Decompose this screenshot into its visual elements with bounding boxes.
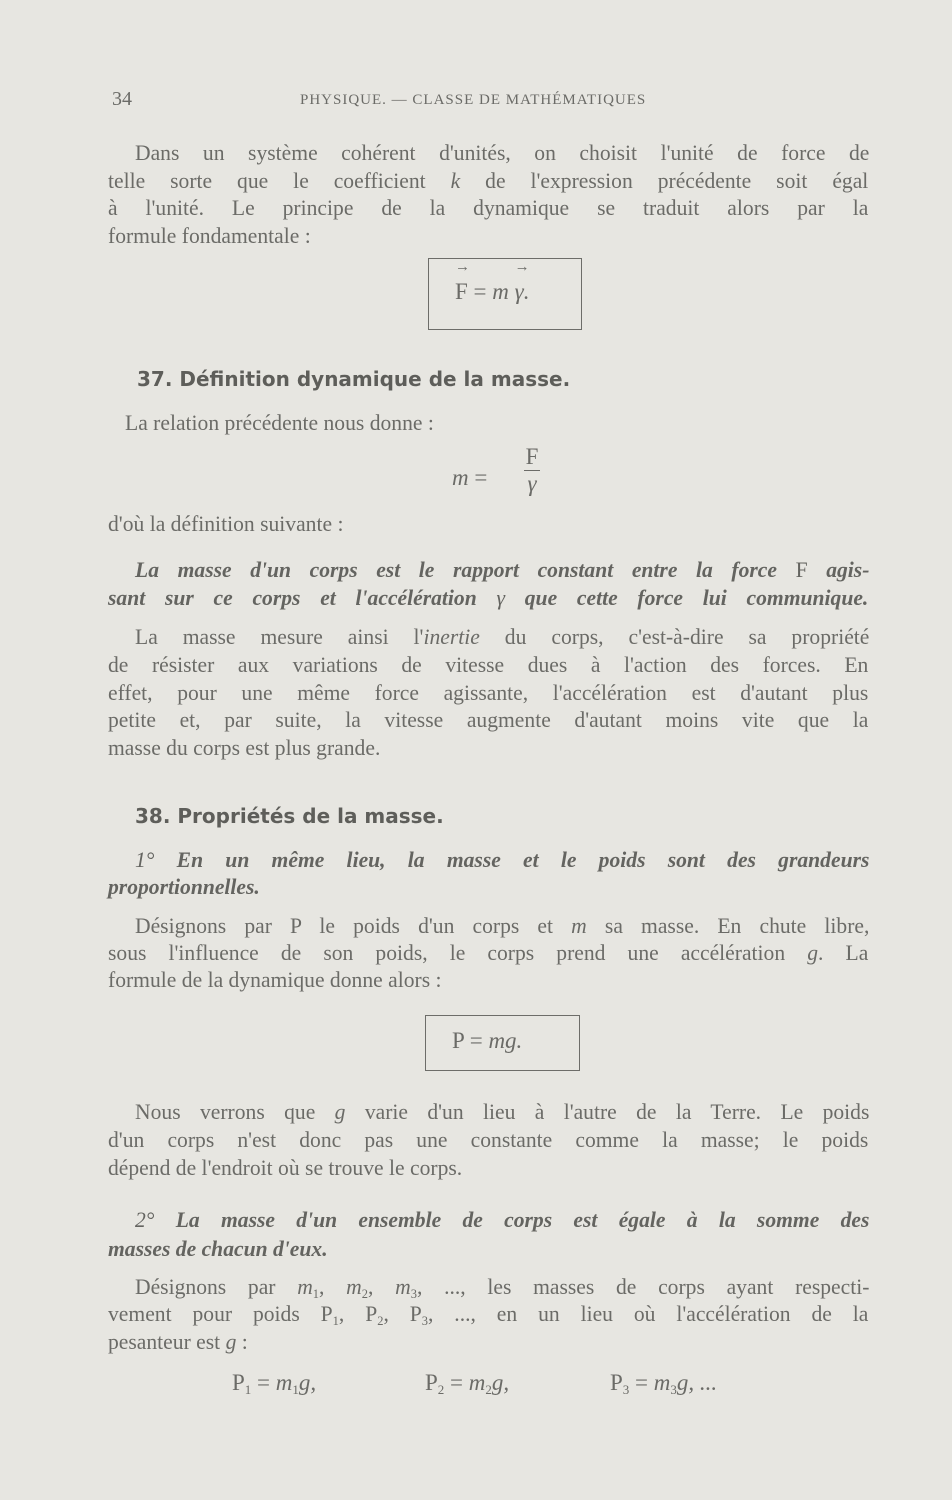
text: , ..., les masses de corps ayant respecti- bbox=[416, 1274, 870, 1299]
subscript: 3 bbox=[622, 1382, 630, 1397]
equals: = bbox=[474, 465, 488, 490]
math-g: g, ... bbox=[676, 1370, 718, 1395]
text: La masse d'un corps est le rapport constant entre la force bbox=[135, 557, 796, 582]
text-line: dépend de l'endroit où se trouve le corps. bbox=[108, 1155, 463, 1180]
math-m: m bbox=[653, 1370, 671, 1395]
text: vement pour poids P bbox=[108, 1301, 333, 1326]
math-g: g, bbox=[298, 1370, 317, 1395]
text-line: formule fondamentale : bbox=[108, 223, 311, 248]
formula-p1 bbox=[232, 1370, 316, 1398]
text-line: d'où la définition suivante : bbox=[108, 511, 344, 536]
text: sous l'influence de son poids, le corps prend une accélération bbox=[108, 940, 808, 965]
text: pesanteur est bbox=[108, 1329, 226, 1354]
text: sa masse. En chute libre, bbox=[586, 913, 870, 938]
equals: = bbox=[473, 279, 487, 304]
subscript: 1 bbox=[332, 1313, 339, 1328]
math-g: g bbox=[225, 1329, 237, 1354]
text: , bbox=[368, 1274, 396, 1299]
subscript: 2 bbox=[377, 1313, 384, 1328]
math-m: m bbox=[468, 1370, 486, 1395]
text-line bbox=[108, 1328, 868, 1356]
formula-p3 bbox=[610, 1370, 717, 1398]
subscript: 1 bbox=[312, 1286, 320, 1301]
equals: = bbox=[469, 1028, 483, 1053]
math-g: g bbox=[334, 1099, 346, 1124]
emphasis-inertie: inertie bbox=[423, 624, 480, 649]
math-p: P bbox=[425, 1370, 438, 1395]
formula-box bbox=[425, 1015, 580, 1071]
text: du corps, c'est-à-dire sa propriété bbox=[479, 624, 870, 649]
text-line: La relation précédente nous donne : bbox=[125, 410, 434, 435]
ordinal: 1° bbox=[135, 847, 155, 872]
math-g: g bbox=[807, 940, 819, 965]
math-p: P bbox=[452, 1028, 464, 1053]
text-line: petite et, par suite, la vitesse augmente d'autant moins vite que la bbox=[108, 707, 869, 732]
property-line: masses de chacun d'eux. bbox=[108, 1236, 328, 1261]
math-m: m bbox=[492, 279, 509, 304]
text: , P bbox=[338, 1301, 378, 1326]
numerator: F bbox=[525, 444, 539, 469]
property-line bbox=[135, 846, 869, 874]
equals: = bbox=[635, 1370, 649, 1395]
math-m: m bbox=[346, 1274, 362, 1299]
text: que cette force lui communique. bbox=[505, 585, 869, 610]
denominator: γ bbox=[527, 471, 537, 496]
page-number: 34 bbox=[112, 88, 132, 110]
formula-f-equals-m-gamma bbox=[455, 279, 529, 305]
subscript: 2 bbox=[485, 1382, 492, 1397]
equals: = bbox=[450, 1370, 464, 1395]
vector-gamma: → γ. bbox=[515, 279, 530, 305]
text-line: effet, pour une même force agissante, l'accélération est d'autant plus bbox=[108, 680, 869, 705]
text: Désignons par bbox=[135, 1274, 298, 1299]
text-line: de résister aux variations de vitesse dues à l'action des forces. En bbox=[108, 652, 869, 677]
text: Désignons par P le poids d'un corps et bbox=[135, 913, 572, 938]
subscript: 2 bbox=[437, 1382, 445, 1397]
text-line bbox=[108, 167, 868, 195]
running-title: PHYSIQUE. — CLASSE DE MATHÉMATIQUES bbox=[300, 92, 647, 108]
fraction bbox=[522, 445, 542, 496]
math-p: P bbox=[610, 1370, 623, 1395]
subscript: 3 bbox=[670, 1382, 677, 1397]
formula-p-equals-mg bbox=[452, 1028, 522, 1054]
text: , P bbox=[383, 1301, 422, 1326]
text: La masse mesure ainsi l' bbox=[135, 624, 424, 649]
math-k: k bbox=[450, 168, 461, 193]
text: sant sur ce corps et l'accélération bbox=[108, 585, 497, 610]
text: . La bbox=[818, 940, 869, 965]
subscript: 3 bbox=[421, 1313, 429, 1328]
math-g: g, bbox=[491, 1370, 510, 1395]
math-m: m bbox=[571, 913, 587, 938]
text: , bbox=[319, 1274, 347, 1299]
subscript: 3 bbox=[410, 1286, 417, 1301]
text: telle sorte que le coefficient bbox=[108, 168, 451, 193]
property-line: proportionnelles. bbox=[108, 874, 260, 899]
subscript: 1 bbox=[244, 1382, 252, 1397]
text-line: masse du corps est plus grande. bbox=[108, 735, 381, 760]
section-heading-37: 37. Définition dynamique de la masse. bbox=[137, 367, 571, 391]
definition-line bbox=[135, 556, 869, 584]
formula-box bbox=[428, 258, 582, 330]
text-line: à l'unité. Le principe de la dynamique se traduit alors par la bbox=[108, 195, 869, 220]
math-mg: mg. bbox=[488, 1028, 523, 1053]
math-m: m bbox=[297, 1274, 313, 1299]
definition-line bbox=[108, 584, 868, 612]
text: La masse d'un ensemble de corps est égale à la somme des bbox=[154, 1207, 870, 1232]
text: En un même lieu, la masse et le poids sont des grandeurs bbox=[154, 847, 870, 872]
text: varie d'un lieu à l'autre de la Terre. Le poids bbox=[345, 1099, 870, 1124]
text-line bbox=[108, 939, 868, 967]
math-m: m bbox=[452, 465, 469, 490]
text-line: d'un corps n'est donc pas une constante comme la masse; le poids bbox=[108, 1127, 869, 1152]
text: : bbox=[236, 1329, 248, 1354]
text-line bbox=[135, 912, 869, 940]
text: Nous verrons que bbox=[135, 1099, 335, 1124]
math-f: F bbox=[795, 557, 808, 582]
property-line bbox=[135, 1206, 869, 1234]
math-gamma: γ bbox=[496, 585, 506, 610]
text-line bbox=[135, 623, 869, 651]
subscript: 1 bbox=[292, 1382, 299, 1397]
section-heading-38: 38. Propriétés de la masse. bbox=[135, 804, 444, 828]
math-p: P bbox=[232, 1370, 245, 1395]
text-line: Dans un système cohérent d'unités, on choisit l'unité de force de bbox=[135, 140, 870, 165]
equals: = bbox=[257, 1370, 271, 1395]
subscript: 2 bbox=[361, 1286, 369, 1301]
text: de l'expression précédente soit égal bbox=[460, 168, 869, 193]
formula-p2 bbox=[425, 1370, 509, 1398]
math-m: m bbox=[395, 1274, 411, 1299]
text-line: formule de la dynamique donne alors : bbox=[108, 967, 442, 992]
text: agis- bbox=[807, 557, 870, 582]
math-m: m bbox=[275, 1370, 293, 1395]
formula-m bbox=[452, 465, 487, 491]
ordinal: 2° bbox=[135, 1207, 155, 1232]
text: , ..., en un lieu où l'accélération de la bbox=[428, 1301, 869, 1326]
text-line bbox=[135, 1098, 869, 1126]
vector-f: → F bbox=[455, 279, 468, 305]
